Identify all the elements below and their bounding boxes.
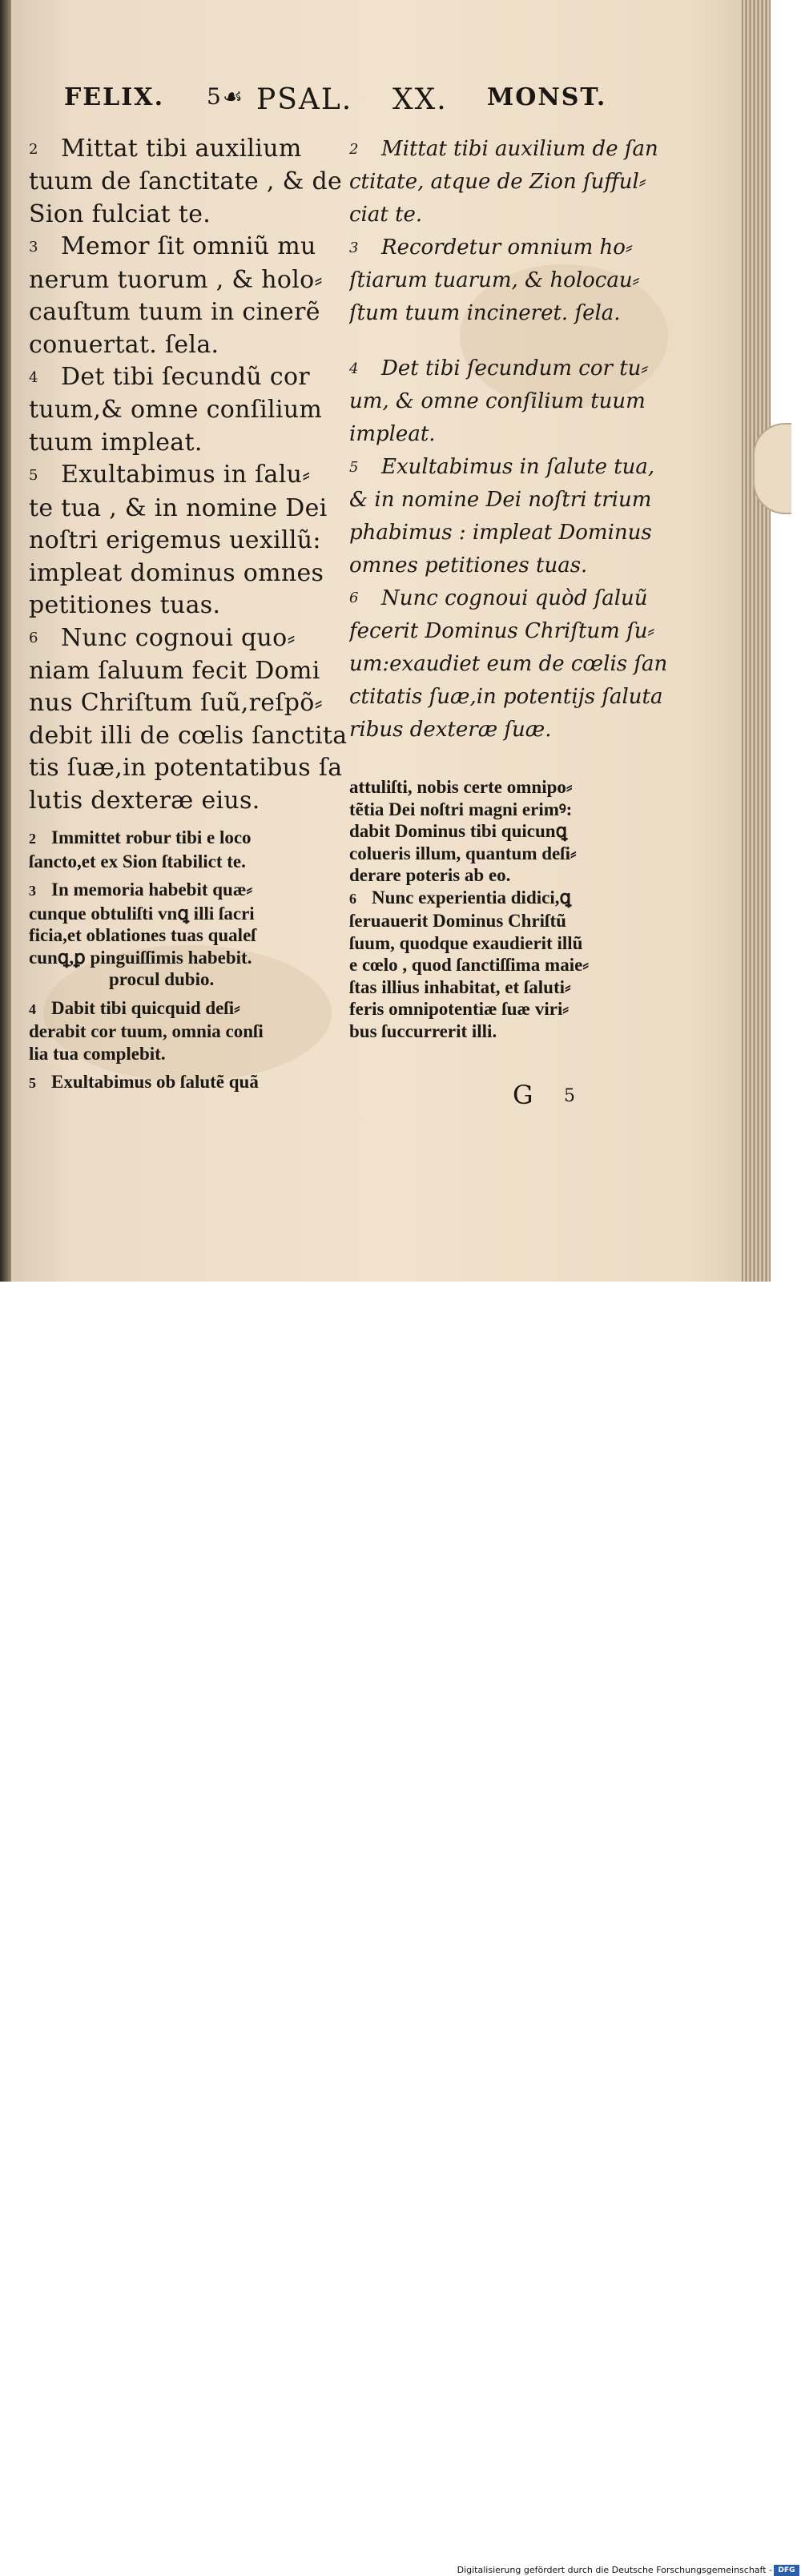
header-psalm-number: XX.: [392, 83, 448, 116]
verse-number: 2: [349, 140, 359, 158]
verse-line: ſancto,et ex Sion ſtabilict te.: [29, 851, 246, 871]
left-column: [29, 133, 349, 1095]
verse-line: ſtas illius inhabitat, et ſaluti⸗: [349, 976, 571, 997]
right-gothic-verse-6: [349, 887, 686, 1043]
verse-number: 5: [29, 1075, 36, 1092]
verse-number: 2: [29, 140, 38, 158]
verse-number: 5: [349, 458, 359, 476]
right-gothic-continuation: [349, 776, 686, 887]
verse-line: ctitate, atque de Zion ſufful⸗: [349, 170, 646, 195]
verse-line: derabit cor tuum, omnia conſi: [29, 1021, 264, 1042]
verse-line: Mittat tibi auxilium de ſan: [381, 137, 658, 161]
right-verse-5: [349, 451, 686, 582]
left-verse-6: [29, 622, 349, 818]
right-verse-2: [349, 133, 686, 231]
right-verse-4: [349, 352, 686, 451]
verse-number: 3: [349, 239, 359, 256]
left-gothic-verse-3: [29, 879, 349, 991]
verse-line: colueris illum, quantum deſi⸗: [349, 843, 577, 863]
header-left: FELIX.: [64, 83, 165, 111]
left-roman-block: [29, 133, 349, 817]
verse-line: tẽtia Dei noſtri magni erimꝰ:: [349, 799, 573, 819]
left-verse-2: [29, 133, 349, 231]
page-tab: [753, 423, 791, 514]
left-gothic-verse-2: [29, 827, 349, 872]
right-verse-6: [349, 582, 686, 747]
verse-line: fecerit Dominus Chriſtum ſu⸗: [349, 619, 655, 644]
verse-line: nerum tuorum , & holo⸗: [29, 265, 323, 294]
verse-line: ſeruauerit Dominus Chriſtũ: [349, 911, 566, 932]
verse-number: 3: [29, 239, 38, 256]
verse-line: dabit Dominus tibi quicunꝗ: [349, 821, 568, 842]
verse-line: Dabit tibi quicquid deſi⸗: [51, 997, 240, 1018]
verse-line: Mittat tibi auxilium: [61, 135, 302, 163]
verse-line: e cœlo , quod ſanctiſſima maie⸗: [349, 955, 589, 976]
verse-line: tuum de ſanctitate , & de: [29, 167, 342, 196]
verse-line: tuum,& omne conſilium: [29, 396, 323, 425]
verse-line: lutis dexteræ eius.: [29, 786, 260, 815]
header-ornament: 5☙: [207, 83, 244, 110]
right-column: [349, 133, 686, 1042]
page-edges: [742, 0, 771, 1282]
verse-line: Nunc experientia didici,ꝗ: [372, 887, 572, 908]
right-verse-3: [349, 231, 686, 330]
verse-number: 2: [29, 831, 36, 847]
verse-number: 5: [29, 467, 38, 484]
verse-line: impleat.: [349, 422, 436, 447]
verse-line: Memor ſit omniũ mu: [61, 232, 316, 261]
left-gothic-block: [29, 827, 349, 1095]
verse-line: ſuum, quodque exaudierit illũ: [349, 932, 583, 953]
verse-number: 3: [29, 883, 36, 900]
verse-line: impleat dominus omnes: [29, 558, 324, 587]
verse-line: & in nomine Dei noſtri trium: [349, 488, 652, 513]
verse-line: ſtum tuum incineret. ſela.: [349, 301, 621, 326]
page-header: [64, 83, 625, 115]
verse-number: 4: [29, 368, 38, 386]
verse-line: lia tua complebit.: [29, 1043, 166, 1064]
verse-line: phabimus : impleat Dominus: [349, 521, 652, 545]
verse-line: In memoria habebit quæ⸗: [51, 879, 253, 900]
verse-line: Nunc cognoui quo⸗: [61, 623, 296, 652]
verse-line: debit illi de cœlis ſanctita: [29, 721, 348, 750]
left-gothic-verse-4: [29, 997, 349, 1065]
verse-line: Det tibi ſecundũ cor: [61, 363, 310, 391]
left-verse-3: [29, 231, 349, 361]
verse-line: Exultabimus in ſalute tua,: [381, 454, 655, 479]
verse-number: 4: [349, 360, 359, 377]
signature-mark: 5: [564, 1086, 575, 1106]
header-center: PSAL.: [256, 83, 353, 116]
verse-line: conuertat. ſela.: [29, 330, 219, 359]
book-spine: [0, 0, 11, 1282]
verse-line: attuliſti, nobis certe omnipo⸗: [349, 777, 573, 798]
verse-line: cunque obtuliſti vnꝗ illi ſacri: [29, 903, 255, 924]
verse-line: noſtri erigemus uexillũ:: [29, 526, 321, 554]
funding-credit: Digitalisierung gefördert durch die Deutsche Forschungsgemeinschaft -: [457, 2565, 772, 2575]
verse-line: tuum impleat.: [29, 428, 203, 457]
verse-number: 6: [349, 890, 356, 907]
catchword: G: [513, 1080, 533, 1110]
verse-line: te tua , & in nomine Dei: [29, 493, 328, 522]
verse-line: um:exaudiet eum de cœlis ſan: [349, 651, 668, 676]
verse-line: derare poteris ab eo.: [349, 865, 511, 886]
verse-line: ctitatis ſuæ,in potentijs ſaluta: [349, 684, 663, 709]
verse-line: ciat te.: [349, 203, 423, 227]
verse-line: bus ſuccurrerit illi.: [349, 1020, 497, 1041]
verse-line: ficia,et oblationes tuas qualeſ: [29, 925, 256, 946]
verse-line: omnes petitiones tuas.: [349, 553, 588, 578]
verse-line: Recordetur omnium ho⸗: [381, 235, 633, 260]
left-gothic-verse-5: [29, 1071, 349, 1095]
verse-number: 6: [29, 630, 38, 647]
verse-line: ſtiarum tuarum, & holocau⸗: [349, 268, 640, 293]
footer-bar: [0, 1282, 801, 2575]
verse-line: tis ſuæ,in potentatibus ſa: [29, 754, 343, 783]
verse-line: Sion fulciat te.: [29, 199, 211, 228]
dfg-logo: DFG: [774, 2565, 799, 2576]
header-right: MONST.: [487, 83, 607, 111]
verse-line: Exultabimus in ſalu⸗: [61, 461, 311, 489]
verse-line: Det tibi ſecundum cor tu⸗: [381, 356, 649, 380]
right-italic-block: [349, 133, 686, 746]
verse-line: um, & omne conſilium tuum: [349, 389, 646, 414]
left-verse-5: [29, 459, 349, 622]
verse-line: Nunc cognoui quòd ſaluũ: [381, 586, 648, 610]
verse-line: petitiones tuas.: [29, 591, 221, 619]
verse-line: cauſtum tuum in cinerẽ: [29, 298, 320, 326]
verse-line: nus Chriſtum ſuũ,reſpõ⸗: [29, 689, 323, 718]
verse-number: 4: [29, 1000, 36, 1017]
right-gothic-block: [349, 776, 686, 1042]
verse-line: niam ſaluum fecit Domi: [29, 656, 320, 685]
verse-line: cunꝗ,ꝑ pinguiſſimis habebit.: [29, 947, 252, 968]
verse-number: 6: [349, 590, 359, 607]
verse-line: Immittet robur tibi e loco: [51, 827, 252, 848]
verse-line: procul dubio.: [109, 969, 215, 990]
verse-line: Exultabimus ob ſalutẽ quã: [51, 1072, 259, 1093]
verse-line: feris omnipotentiæ ſuæ viri⸗: [349, 999, 570, 1020]
verse-line: ribus dexteræ ſuæ.: [349, 717, 552, 742]
left-verse-4: [29, 361, 349, 459]
